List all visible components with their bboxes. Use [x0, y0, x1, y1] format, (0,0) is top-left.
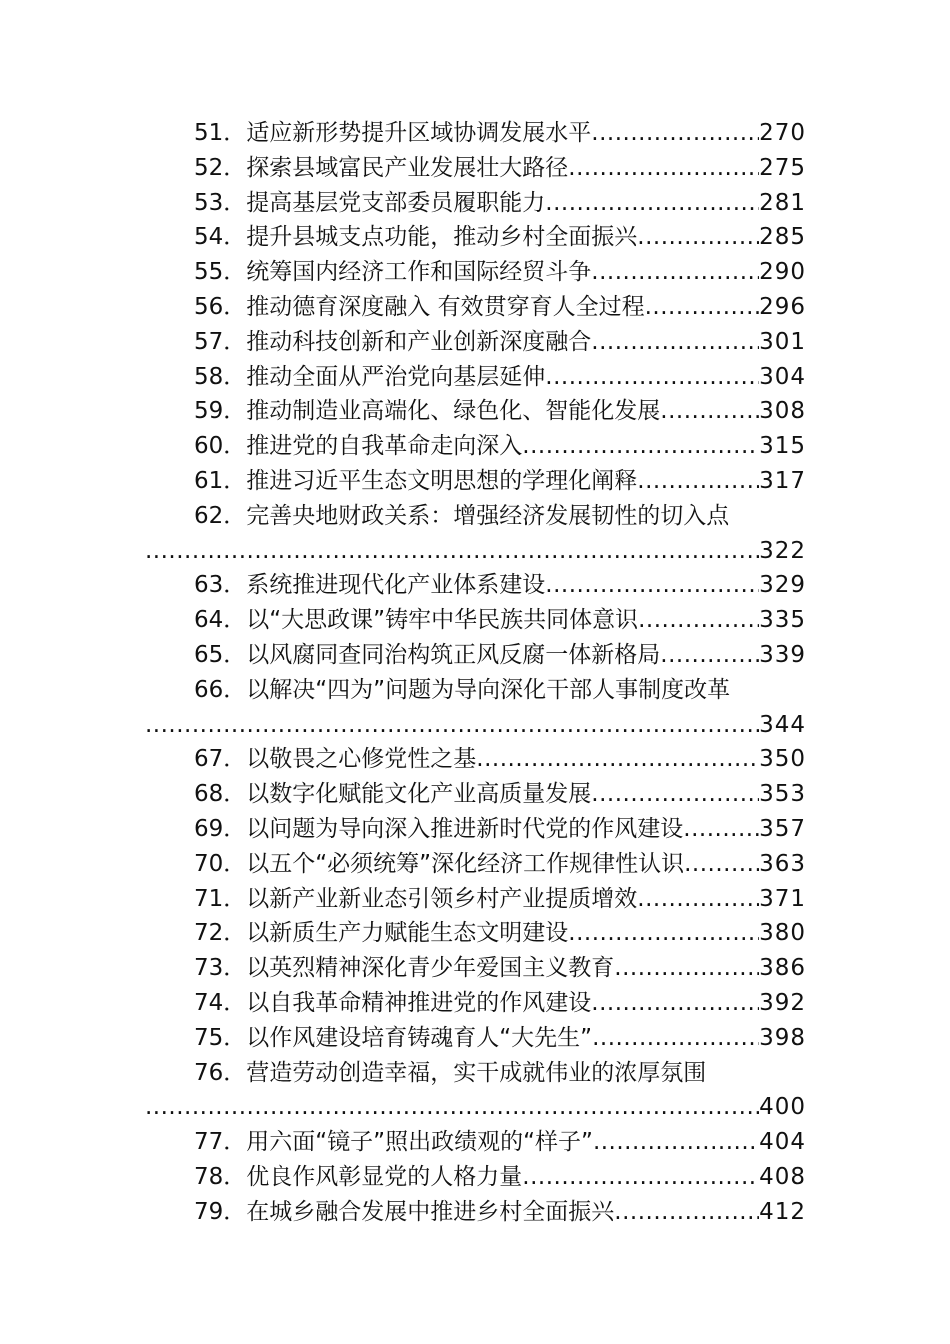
dot-leader [660, 394, 759, 429]
toc-entry[interactable] [145, 777, 806, 812]
toc-entry-page-number: 322 [759, 537, 806, 564]
dot-leader [593, 1125, 759, 1160]
toc-entry[interactable] [145, 638, 806, 673]
dot-leader [638, 603, 759, 638]
toc-entry[interactable] [145, 742, 806, 777]
toc-entry[interactable] [145, 916, 806, 951]
toc-entry[interactable] [145, 1125, 806, 1160]
toc-entry-page-number: 400 [759, 1094, 806, 1121]
toc-entry[interactable] [145, 568, 806, 603]
dot-leader [145, 1090, 759, 1125]
toc-entry[interactable] [145, 499, 806, 534]
toc-entry[interactable] [145, 325, 806, 360]
toc-entry-page-number: 281 [759, 189, 806, 216]
dot-leader [591, 325, 759, 360]
toc-entry-page-number: 398 [759, 1024, 806, 1051]
toc-entry-page-number: 404 [759, 1129, 806, 1156]
toc-entry-title: 55．统筹国内经济工作和国际经贸斗争 [194, 259, 592, 286]
toc-entry-title: 51．适应新形势提升区域协调发展水平 [194, 120, 592, 146]
dot-leader [637, 464, 759, 499]
toc-entry-title: 79．在城乡融合发展中推进乡村全面振兴 [194, 1198, 615, 1225]
toc-entry-page-number: 357 [759, 815, 806, 842]
dot-leader [145, 708, 759, 743]
dot-leader [614, 1195, 759, 1230]
toc-entry[interactable] [145, 429, 806, 464]
dot-leader [545, 568, 759, 603]
toc-entry-title: 74．以自我革命精神推进党的作风建设 [194, 989, 592, 1016]
toc-entry-page-number: 412 [759, 1198, 806, 1225]
toc-entry[interactable] [145, 116, 806, 151]
toc-entry-title: 69．以问题为导向深入推进新时代党的作风建设 [194, 815, 684, 842]
toc-entry-title: 73．以英烈精神深化青少年爱国主义教育 [194, 955, 615, 982]
toc-entry-title: 68．以数字化赋能文化产业高质量发展 [194, 781, 592, 808]
toc-entry-page-number: 285 [759, 224, 806, 251]
toc-entry-title: 52．探索县域富民产业发展壮大路径 [194, 154, 569, 181]
toc-entry-page-number: 270 [759, 120, 806, 146]
toc-entry[interactable] [145, 1195, 806, 1230]
dot-leader [684, 847, 759, 882]
toc-entry[interactable] [145, 1160, 806, 1195]
toc-entry[interactable] [145, 151, 806, 186]
toc-entry-page-number: 371 [759, 885, 806, 912]
toc-entry-page-number: 350 [759, 746, 806, 773]
toc-entry-title: 76．营造劳动创造幸福，实干成就伟业的浓厚氛围 [194, 1059, 707, 1086]
toc-entry-title: 54．提升县城支点功能，推动乡村全面振兴 [194, 224, 638, 251]
dot-leader [591, 255, 759, 290]
toc-entry[interactable] [145, 290, 806, 325]
dot-leader [591, 986, 759, 1021]
toc-entry-page-number: 339 [759, 641, 806, 668]
toc-entry-page-number: 296 [759, 293, 806, 320]
toc-entry[interactable] [145, 255, 806, 290]
toc-entry[interactable] [145, 1056, 806, 1091]
toc-entry-title: 66．以解决“四为”问题为导向深化干部人事制度改革 [194, 676, 731, 703]
toc-entry-title: 61．推进习近平生态文明思想的学理化阐释 [194, 467, 638, 494]
dot-leader [592, 1021, 759, 1056]
toc-entry-page-number: 386 [759, 955, 806, 982]
toc-entry[interactable] [145, 673, 806, 708]
toc-entry-continuation[interactable] [145, 708, 806, 743]
toc-entry-title: 71．以新产业新业态引领乡村产业提质增效 [194, 885, 638, 912]
toc-entry[interactable] [145, 882, 806, 917]
dot-leader [545, 186, 759, 221]
dot-leader [522, 429, 759, 464]
table-of-contents [145, 116, 806, 1230]
toc-entry-page-number: 344 [759, 711, 806, 738]
toc-entry-page-number: 315 [759, 433, 806, 460]
dot-leader [145, 534, 759, 569]
dot-leader [522, 1160, 759, 1195]
toc-entry-page-number: 380 [759, 920, 806, 947]
toc-entry[interactable] [145, 986, 806, 1021]
dot-leader [568, 151, 759, 186]
toc-entry-page-number: 353 [759, 781, 806, 808]
toc-entry[interactable] [145, 1021, 806, 1056]
toc-entry-page-number: 363 [759, 850, 806, 877]
toc-entry[interactable] [145, 951, 806, 986]
toc-entry-title: 77．用六面“镜子”照出政绩观的“样子” [194, 1129, 593, 1156]
toc-entry-page-number: 335 [759, 607, 806, 634]
toc-entry[interactable] [145, 464, 806, 499]
toc-entry-title: 67．以敬畏之心修党性之基 [194, 746, 477, 773]
toc-entry[interactable] [145, 603, 806, 638]
toc-entry-page-number: 317 [759, 467, 806, 494]
toc-entry[interactable] [145, 847, 806, 882]
toc-entry-title: 65．以风腐同查同治构筑正风反腐一体新格局 [194, 641, 661, 668]
dot-leader [614, 951, 759, 986]
toc-entry-title: 64．以“大思政课”铸牢中华民族共同体意识 [194, 607, 639, 634]
toc-entry[interactable] [145, 186, 806, 221]
toc-entry-page-number: 308 [759, 398, 806, 425]
toc-entry-continuation[interactable] [145, 1090, 806, 1125]
toc-entry-title: 75．以作风建设培育铸魂育人“大先生” [194, 1024, 593, 1051]
dot-leader [637, 882, 759, 917]
toc-entry-continuation[interactable] [145, 534, 806, 569]
toc-entry-page-number: 275 [759, 154, 806, 181]
toc-entry-page-number: 329 [759, 572, 806, 599]
toc-entry-title: 72．以新质生产力赋能生态文明建设 [194, 920, 569, 947]
dot-leader [591, 777, 759, 812]
dot-leader [660, 638, 759, 673]
toc-entry-title: 56．推动德育深度融入 有效贯穿育人全过程 [194, 293, 645, 320]
toc-entry-page-number: 408 [759, 1163, 806, 1190]
toc-entry[interactable] [145, 220, 806, 255]
dot-leader [645, 290, 760, 325]
dot-leader [545, 360, 759, 395]
toc-entry-title: 78．优良作风彰显党的人格力量 [194, 1163, 523, 1190]
toc-entry-title: 70．以五个“必须统筹”深化经济工作规律性认识 [194, 850, 685, 877]
dot-leader [476, 742, 759, 777]
toc-entry-page-number: 290 [759, 259, 806, 286]
toc-entry-page-number: 392 [759, 989, 806, 1016]
toc-entry-title: 57．推动科技创新和产业创新深度融合 [194, 328, 592, 355]
toc-entry-title: 58．推动全面从严治党向基层延伸 [194, 363, 546, 390]
toc-entry[interactable] [145, 360, 806, 395]
dot-leader [683, 812, 759, 847]
toc-entry-page-number: 301 [759, 328, 806, 355]
dot-leader [591, 116, 759, 151]
dot-leader [637, 220, 759, 255]
toc-entry-title: 53．提高基层党支部委员履职能力 [194, 189, 546, 216]
toc-entry[interactable] [145, 394, 806, 429]
toc-entry-page-number: 304 [759, 363, 806, 390]
toc-entry-title: 63．系统推进现代化产业体系建设 [194, 572, 546, 599]
dot-leader [568, 916, 759, 951]
toc-entry-title: 60．推进党的自我革命走向深入 [194, 433, 523, 460]
toc-entry[interactable] [145, 812, 806, 847]
toc-entry-title: 59．推动制造业高端化、绿色化、智能化发展 [194, 398, 661, 425]
toc-entry-title: 62．完善央地财政关系：增强经济发展韧性的切入点 [194, 502, 730, 529]
